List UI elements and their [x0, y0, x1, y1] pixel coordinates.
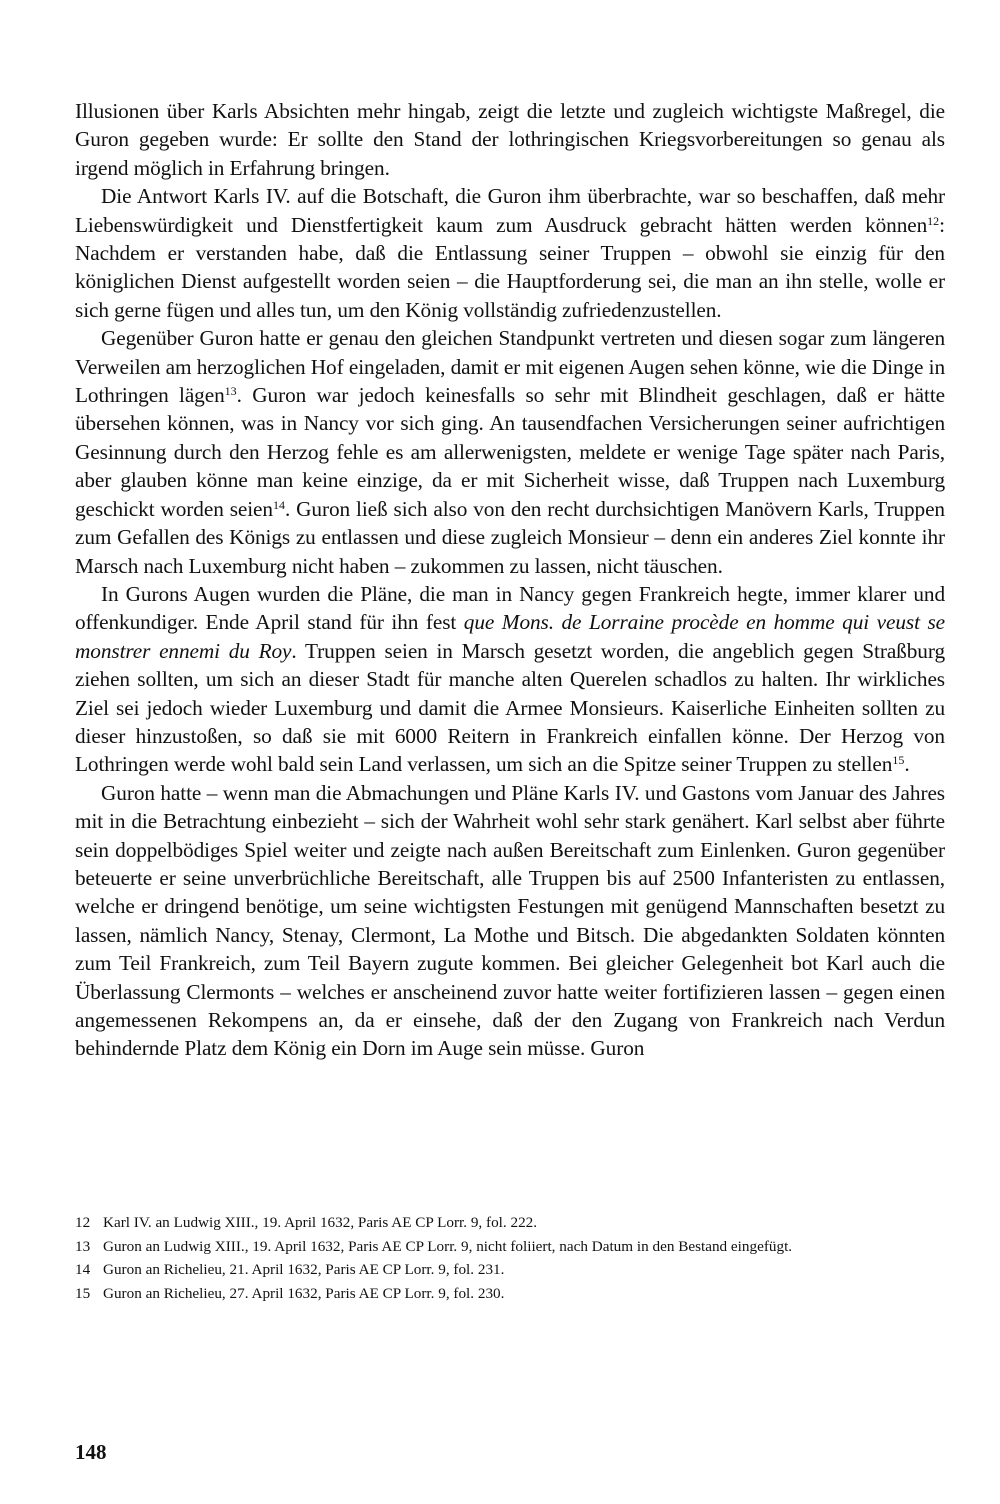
footnote — [75, 1213, 945, 1234]
paragraph — [75, 324, 945, 580]
paragraph-text: Gegenüber Guron hatte er genau den gleichen Standpunkt vertreten und diesen sogar zum längeren Verweilen am herzoglichen Hof eingeladen, damit er mit eigenen Augen sehen könne, wie die Dinge in Lothringen lägen — [75, 326, 945, 408]
footnote — [75, 1260, 945, 1281]
paragraph-text: In Gurons Augen wurden die Pläne, die man in Nancy gegen Frankreich hegte, immer klarer und offenkundiger. Ende April stand für ihn fest — [75, 581, 945, 635]
paragraph-text: Guron hatte – wenn man die Abmachungen und Pläne Karls IV. und Gastons vom Januar des Jahres mit in die Betrachtung einbezieht – sich der Wahrheit wohl sehr stark genähert. Karl selbst aber führte sein doppelbödiges Spiel weiter und zeigte nach außen Bereitschaft zum Einlenken. Guron gegenüber beteuerte er seine unverbrüchliche Bereitschaft, alle Truppen bis auf 2500 Infanteristen zu entlassen, welche er dringend benötige, um seine wichtigsten Festungen mit genügend Mannschaften besetzt zu lassen, nämlich Nancy, Stenay, Clermont, La Mothe und Bitsch. Die abgedankten Soldaten könnten zum Teil Frankreich, zum Teil Bayern zugute kommen. Bei gleicher Gelegenheit bot Karl auch die Überlassung Clermonts – welches er anscheinend zuvor hatte weiter fortifizieren lassen – gegen einen angemessenen Rekompens an, da er einsehe, daß der den Zugang von Frankreich nach Verdun behindernde Platz dem König ein Dorn im Auge sein müsse. Guron — [75, 780, 945, 1061]
footnote-text: Karl IV. an Ludwig XIII., 19. April 1632, Paris AE CP Lorr. 9, fol. 222. — [103, 1214, 538, 1231]
paragraph-text: Die Antwort Karls IV. auf die Botschaft, die Guron ihm überbrachte, war so beschaffen, daß mehr Liebenswürdigkeit und Dienstfertigkeit kaum zum Ausdruck gebracht hätten werden können — [75, 184, 945, 237]
footnote-reference[interactable]: 15 — [892, 753, 905, 768]
paragraph — [75, 580, 945, 779]
paragraph — [75, 779, 945, 1063]
paragraph — [75, 97, 945, 182]
footnote-number: 15 — [75, 1284, 91, 1302]
french-quotation: que Mons. de Lorraine procède en homme qui veust se monstrer ennemi du Roy — [75, 610, 945, 663]
page-number: 148 — [75, 1440, 107, 1464]
paragraph-text: . Truppen seien in Marsch gesetzt worden, die angeblich gegen Straßburg ziehen sollten, um sich an dieser Stadt für manche alten Querelen schadlos zu halten. Ihr wirkliches Ziel sei jedoch wieder Luxemburg und damit die Armee Monsieurs. Kaiserliche Einheiten sollten zu dieser hinzustoßen, so daß sie mit 6000 Reitern in Frankreich einfallen könne. Der Herzog von Lothringen werde wohl bald sein Land verlassen, um sich an die Spitze seiner Truppen zu stellen — [75, 638, 945, 777]
footnote-number: 14 — [75, 1261, 91, 1278]
footnote-number: 12 — [75, 1214, 91, 1231]
footnotes — [75, 1213, 945, 1307]
main-text — [75, 97, 945, 1063]
paragraph-text: . — [904, 752, 910, 777]
footnote-reference[interactable]: 13 — [224, 384, 237, 399]
footnote-text: Guron an Ludwig XIII., 19. April 1632, Paris AE CP Lorr. 9, nicht foliiert, nach Datum in den Bestand eingefügt. — [103, 1237, 793, 1255]
paragraph-text: : Nachdem er verstanden habe, daß die Entlassung seiner Truppen – obwohl sie einzig für den königlichen Dienst aufgestellt worden seien – die Hauptforderung sei, die man an ihn stelle, wolle er sich gerne fügen und alles tun, um den König vollständig zufriedenzustellen. — [75, 212, 945, 322]
footnote-reference[interactable]: 12 — [927, 213, 940, 228]
paragraph-text: . Guron ließ sich also von den recht durchsichtigen Manövern Karls, Truppen zum Gefallen des Königs zu entlassen und diese zugleich Monsieur – denn ein anderes Ziel konnte ihr Marsch nach Luxemburg nicht haben – zukommen zu lassen, nicht täuschen. — [75, 496, 945, 578]
footnote-text: Guron an Richelieu, 27. April 1632, Paris AE CP Lorr. 9, fol. 230. — [103, 1284, 505, 1302]
footnote-reference[interactable]: 14 — [272, 497, 285, 512]
paragraph-text: . Guron war jedoch keinesfalls so sehr mit Blindheit geschlagen, daß er hätte übersehen können, was in Nancy vor sich ging. An tausendfachen Versicherungen seiner aufrichtigen Gesinnung durch den Herzog fehle es am allerwenigsten, meldete er wenige Tage später nach Paris, aber glauben könne man keine einzige, da er mit Sicherheit wisse, daß Truppen nach Luxemburg geschickt worden seien — [75, 383, 945, 521]
footnote-number: 13 — [75, 1237, 91, 1255]
paragraph — [75, 182, 945, 324]
footnote-text: Guron an Richelieu, 21. April 1632, Paris AE CP Lorr. 9, fol. 231. — [103, 1261, 505, 1278]
footnote — [75, 1237, 945, 1258]
footnote — [75, 1284, 945, 1305]
paragraph-text: Illusionen über Karls Absichten mehr hingab, zeigt die letzte und zugleich wichtigste Maßregel, die Guron gegeben wurde: Er sollte den Stand der lothringischen Kriegsvorbereitungen so genau als irgend möglich in Erfahrung bringen. — [75, 99, 945, 180]
